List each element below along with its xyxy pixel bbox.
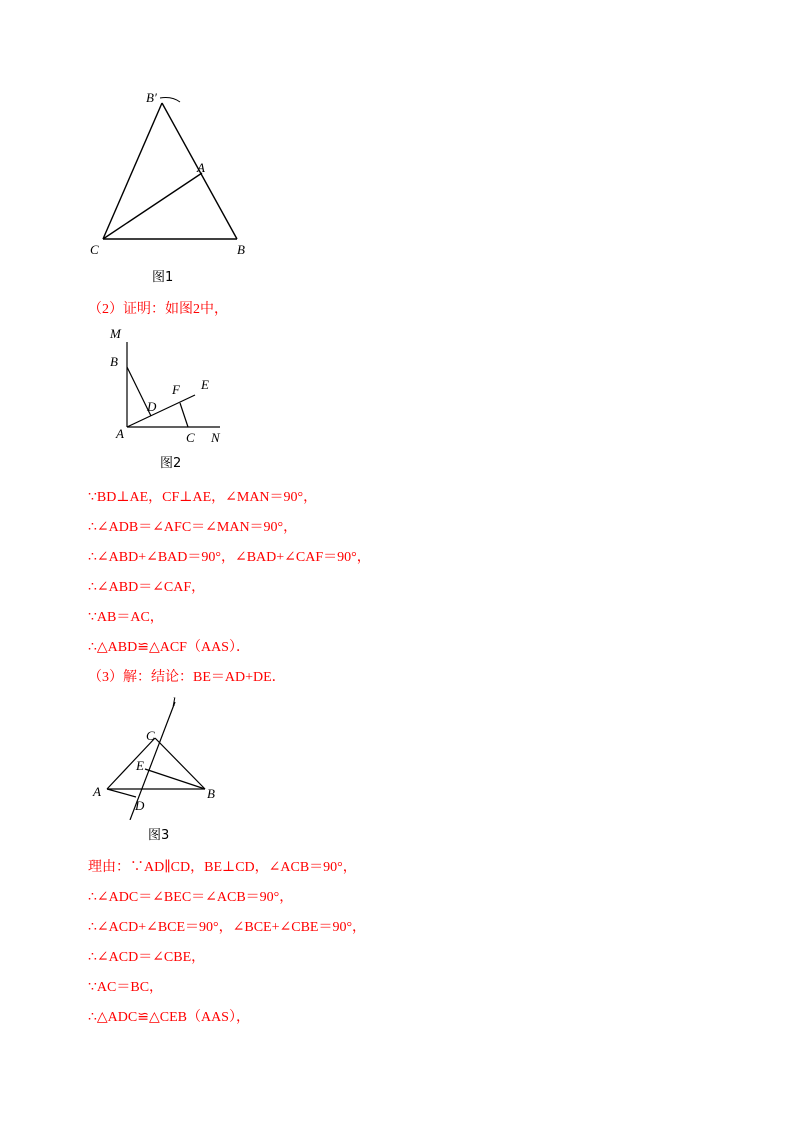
part3-header: （3）解：结论：BE＝AD+DE． [88,670,286,685]
label-B: B [237,242,245,257]
label-C: C [90,242,99,257]
segment-CB [155,738,205,789]
segment-AC [107,738,155,789]
segment-FC [180,403,188,427]
label-C: C [186,430,195,445]
proof3-line-6: ∴△ADC≌△CEB（AAS）， [88,1010,250,1025]
proof2-line-3: ∴∠ABD+∠BAD＝90°，∠BAD+∠CAF＝90°， [88,550,371,565]
segment-AD [107,789,136,797]
ray-AE [127,395,195,427]
proof3-line-2: ∴∠ADC＝∠BEC＝∠ACB＝90°， [88,890,294,905]
label-E: E [201,377,209,392]
label-A: A [93,784,101,799]
proof3-line-5: ∵AC＝BC， [88,980,164,995]
label-B-prime: B′ [146,90,157,105]
proof2-line-2: ∴∠ADB＝∠AFC＝∠MAN＝90°， [88,520,298,535]
label-B: B [207,786,215,801]
label-E: E [136,758,144,773]
proof2-line-4: ∴∠ABD＝∠CAF， [88,580,206,595]
proof2-line-5: ∵AB＝AC， [88,610,164,625]
proof3-line-3: ∴∠ACD+∠BCE＝90°，∠BCE+∠CBE＝90°， [88,920,367,935]
label-D: D [147,399,157,414]
arc [160,98,180,103]
figure-2-caption: 图2 [160,456,182,471]
label-D: D [135,798,145,813]
label-N: N [211,430,220,445]
proof2-line-1: ∵BD⊥AE，CF⊥AE，∠MAN＝90°， [88,490,318,505]
label-C: C [146,728,155,743]
figure-2-diagram [105,325,240,450]
figure-3-caption: 图3 [148,828,170,843]
proof3-line-1: 理由：∵AD∥CD，BE⊥CD，∠ACB＝90°， [88,860,357,875]
proof3-line-4: ∴∠ACD＝∠CBE， [88,950,206,965]
label-l: l [172,694,176,709]
part2-header: （2）证明：如图2中， [88,302,228,317]
label-B: B [110,354,118,369]
figure-3 [90,692,230,820]
label-F: F [172,382,180,397]
proof2-line-6: ∴△ABD≌△ACF（AAS）． [88,640,250,655]
figure-3-diagram [90,692,230,820]
figure-2 [105,325,240,450]
figure-1 [80,88,280,263]
label-M: M [110,326,121,341]
label-A: A [197,160,205,175]
label-A: A [116,426,124,441]
figure-1-diagram [80,88,280,263]
figure-1-caption: 图1 [152,270,174,285]
